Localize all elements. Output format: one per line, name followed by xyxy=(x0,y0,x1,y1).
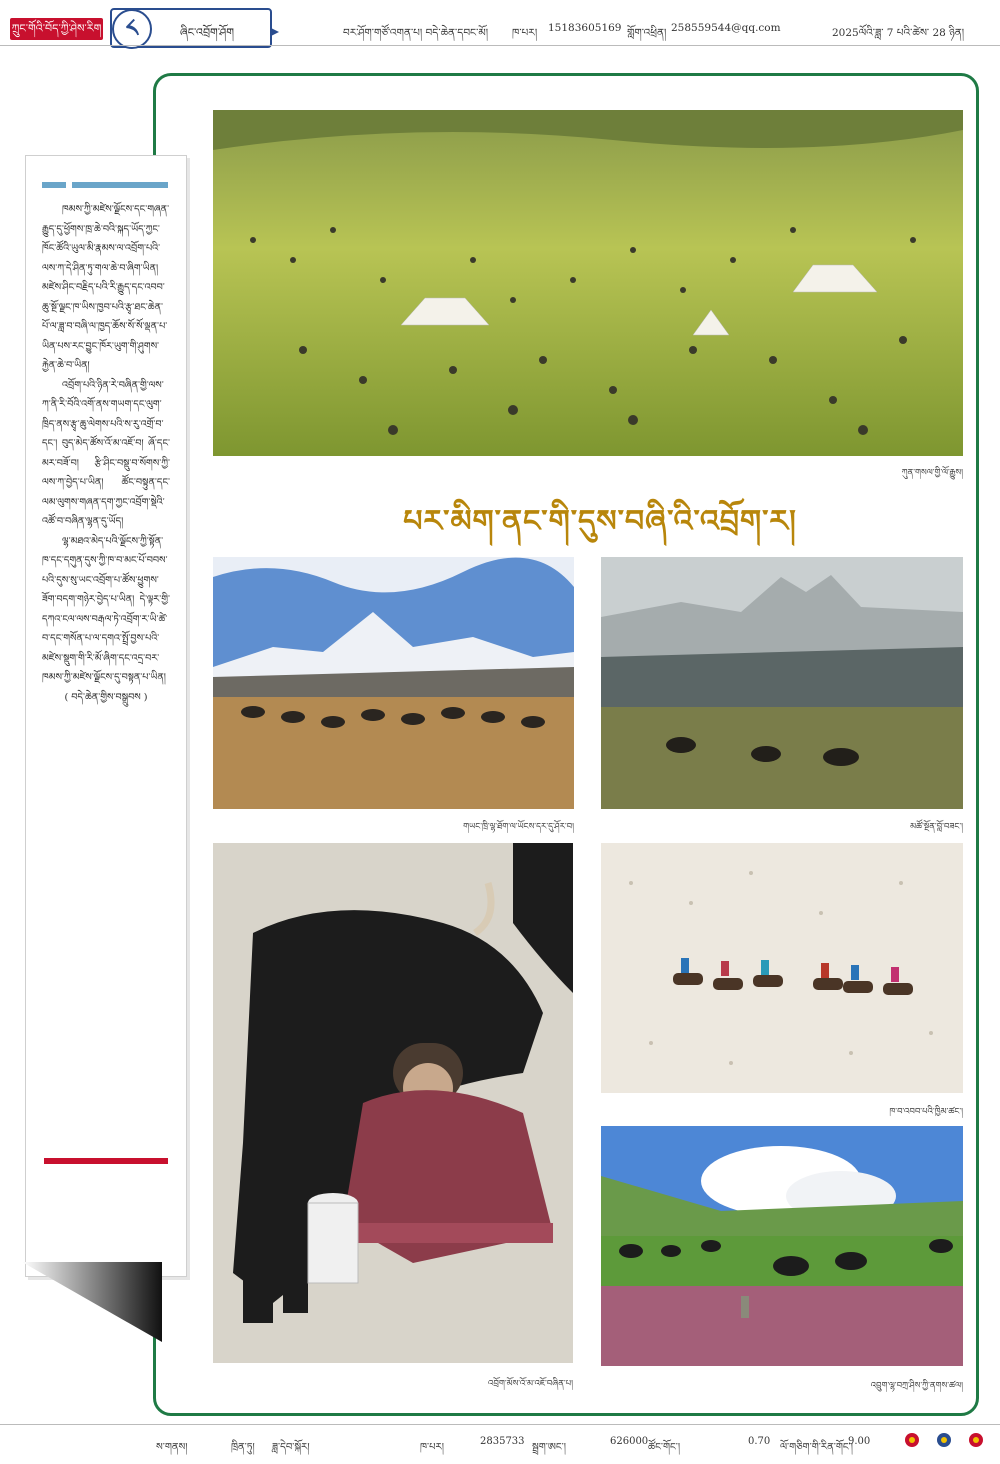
footer-divider xyxy=(0,1424,1000,1425)
column-end-rule xyxy=(44,1158,168,1164)
footer-fax-label: ཁ་པར། xyxy=(420,1442,444,1453)
footer-postcode: 626000 xyxy=(610,1436,649,1447)
photo-credit-1: ཀུན་གསལ་གྱི་ལོ་རྒྱུས། xyxy=(901,468,963,478)
photo-misty-mountains xyxy=(601,557,963,809)
article-byline: ( བདེ་ཆེན་གྱིས་བསྒྲུབས ) xyxy=(64,691,148,703)
ornament-icon xyxy=(900,1430,990,1450)
section-name: ཞིང་འབྲོག་ཤོག xyxy=(180,26,234,39)
page-title: པར་མིག་ནང་གི་དུས་བཞི་འི་འབྲོག་ར། xyxy=(403,504,797,539)
page-number: ༨ xyxy=(112,9,152,49)
phone-label: ཁ་པར། xyxy=(512,27,538,39)
photo-snow-riders xyxy=(601,843,963,1093)
footer-yearly-label: ལོ་གཅིག་གི་རིན་གོང་། xyxy=(780,1442,853,1453)
photo-credit-2: གཡང་ཁྲི་ལྷ་ཐོག་ལ་ཡོངས་དར་དུ་ཤོར་བ། xyxy=(463,822,574,832)
footer-price-label: ཚོང་གོང་། xyxy=(648,1442,681,1453)
photo-credit-4: འབྲོག་མོས་འོ་མ་འཇོ་བཞིན་པ། xyxy=(488,1379,573,1389)
phone-number: 15183605169 xyxy=(548,22,622,34)
article-paragraph: འབྲོག་པའི་ཉིན་རེ་བཞིན་གྱི་ལས་ཀ་ནི་རི་བོའི་འགོ་ནས་གཡག་དང་ལུག་ཁྲིད་ནས་རྩྭ་ཆུ་ལེགས་པའི་ས་རུ་འགྲོ་བ་དང་། བུད་མེད་ཚོས་འོ་མ་འཇོ་བ། ཞོ་དང་མར་བཟོ་བ། རྩི་ཤིང་བསྡུ་བ་སོགས་ཀྱི་ལས་ཀ་བྱེད་པ་ཡིན། ཚོང་བསྟུན་དང་ལམ་ལུགས་གཞན་དག་ཀྱང་འབྲོག་སྡེའི་འཚོ་བ་བཞིན་ལྷན་དུ་ཡོད། xyxy=(42,379,170,527)
article-paragraph: ལྷ་མཐའ་མེད་པའི་ལྗོངས་ཀྱི་སྟོན་ཁ་དང་དགུན་དུས་ཀྱི་ཁ་བ་མང་པོ་བབས་པའི་དུས་སུ་ཡང་འབྲོག་པ་ཚོས་ཕྱུགས་ཟོག་བདག་གཉེར་བྱེད་པ་ཡིན། དེ་ལྟར་གྱི་དཀའ་ངལ་ལས་བརྒལ་ཏེ་འབྲོག་ར་ཡི་ཚེ་བ་དང་གསོན་པ་ལ་དགའ་སྤྲོ་བྱས་པའི་མཛེས་སྡུག་གི་རི་མོ་ཞིག་དང་འདྲ་བར་ཁམས་ཀྱི་མཛེས་ལྗོངས་དུ་བསྟན་པ་ཡིན། xyxy=(42,535,170,683)
issue-date: 2025ལོའི་ཟླ་ 7 པའི་ཚེས་ 28 ཉིན། xyxy=(832,27,965,39)
footer-price: 0.70 xyxy=(748,1436,771,1447)
arrow-icon xyxy=(271,28,279,36)
photo-milking-yak xyxy=(213,843,573,1363)
photo-credit-3: མཚོ་སྔོན་བློ་བཟང་། xyxy=(910,822,963,832)
article-paragraph: ཁམས་ཀྱི་མཛེས་ལྗོངས་དང་གཞན་རྒྱུད་དུ་ཕྱོགས་ཁྲ་ཆེ་བའི་སྐད་ཡོད་ཀྱང་ཁོང་ཚོའི་ཡུལ་མི་རྣམས་ལ་འབྲོག་པའི་ལས་ཀ་དེ་ཤིན་ཏུ་གལ་ཆེ་བ་ཞིག་ཡིན། མཛེས་ཤིང་བརྗིད་པའི་རི་རྒྱུད་དང་འབབ་ཆུ་སྔོ་ལྗང་ཁ་ཡིས་ཁྱབ་པའི་རྩྭ་ཐང་ཆེན་པོ་ལ་ཟླ་བ་བཞི་ལ་ཁྱད་ཆོས་སོ་སོ་ལྡན་པ་ཡིན་པས་རང་བྱུང་ཁོར་ཡུག་གི་ཤུགས་རྐྱེན་ཆེ་བ་ཡིན། xyxy=(42,204,170,371)
column-top-rule xyxy=(42,182,168,188)
footer-postcode-label: སྦྲག་ཨང་། xyxy=(532,1442,566,1453)
header-divider xyxy=(0,45,1000,46)
footer-address-label: ས་གནས། xyxy=(156,1442,188,1453)
masthead-logo: ཀྲུང་གོའི་བོད་ཀྱི་ཤེས་རིག xyxy=(10,18,103,40)
column-shadow xyxy=(22,1262,162,1342)
photo-grassland-tents xyxy=(213,110,963,456)
email-label: གློག་འཕྲིན། xyxy=(627,27,667,39)
footer-yearly: 9.00 xyxy=(848,1436,871,1447)
photo-credit-6: འབྲུག་ལྷ་བཀྲ་ཤིས་ཀྱི་ནགས་ཚལ། xyxy=(870,1381,963,1391)
footer-issue: ཟླ་དེབ་སྐོར། xyxy=(272,1442,310,1453)
editor-label: བར་ཤོག་གཙོ་འགན་པ། བདེ་ཆེན་དབང་མོ། xyxy=(343,27,489,39)
email-address: 258559544@qq.com xyxy=(671,22,781,34)
photo-snow-peaks xyxy=(213,557,574,809)
photo-credit-5: ཁ་བ་འབབ་པའི་ཁྱིམ་ཚང་། xyxy=(889,1107,963,1117)
footer-fax: 2835733 xyxy=(480,1436,525,1447)
photo-flower-meadow xyxy=(601,1126,963,1366)
footer-address: ཁྲིན་ཏུ། xyxy=(231,1442,255,1453)
article-body xyxy=(42,200,170,707)
